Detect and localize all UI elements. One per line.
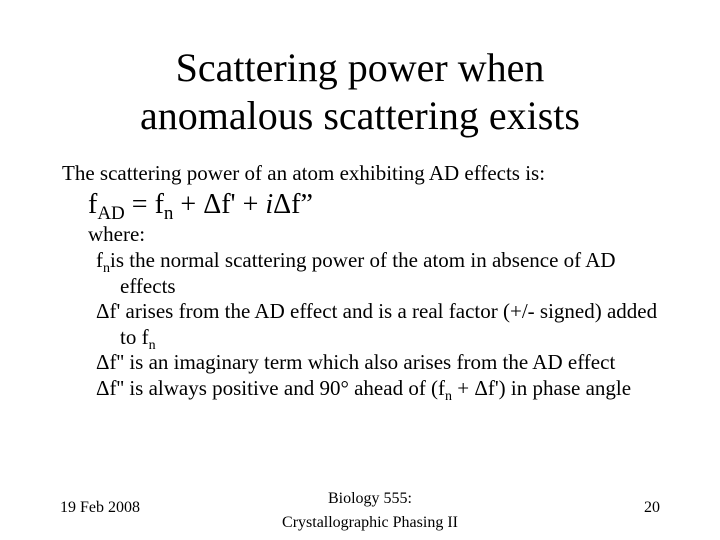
definition-fn-symbol: f <box>96 248 103 272</box>
scattering-formula <box>88 188 313 222</box>
footer-course-line-2: Crystallographic Phasing II <box>282 514 458 531</box>
formula-real-term: + Δf' + <box>173 189 266 220</box>
definition-fn-subscript: n <box>103 261 110 276</box>
definition-phase-angle-after: + Δf') in phase angle <box>452 375 632 400</box>
footer-course <box>240 487 500 535</box>
definition-delta-f-prime-subscript: n <box>148 337 156 353</box>
formula-f: f <box>88 189 98 220</box>
intro-text: The scattering power of an atom exhibiting AD effects is: <box>62 161 546 185</box>
definition-phase-angle <box>96 376 676 402</box>
definition-phase-angle-before: Δf'' is always positive and 90° ahead of (f <box>96 375 446 400</box>
definition-delta-f-prime-text: Δf' arises from the AD effect and is a real factor (+/- signed) added to f <box>96 299 658 349</box>
formula-equals-fn: = f <box>124 189 164 220</box>
definition-delta-f-double-prime-text: Δf'' is an imaginary term which also arises from the AD effect <box>96 350 616 374</box>
title-line-1: Scattering power when <box>175 45 545 90</box>
definition-fn <box>96 248 676 299</box>
definition-delta-f-prime <box>96 299 676 353</box>
formula-n-subscript: n <box>163 203 174 224</box>
definitions-list <box>96 248 676 404</box>
definition-phase-angle-subscript: n <box>445 388 453 404</box>
formula-ad-subscript: AD <box>97 203 125 224</box>
title-line-2: anomalous scattering exists <box>140 93 580 138</box>
formula-imaginary-unit: i <box>265 189 274 220</box>
formula-imaginary-term: Δf” <box>273 189 313 220</box>
slide-number: 20 <box>644 499 660 516</box>
footer-course-line-1: Biology 555: <box>327 490 412 507</box>
footer-date: 19 Feb 2008 <box>60 499 140 516</box>
definition-fn-text: is the normal scattering power of the atom in absence of AD effects <box>110 248 616 298</box>
slide-title <box>40 44 680 140</box>
definition-delta-f-double-prime <box>96 350 676 376</box>
where-label: where: <box>88 222 146 246</box>
